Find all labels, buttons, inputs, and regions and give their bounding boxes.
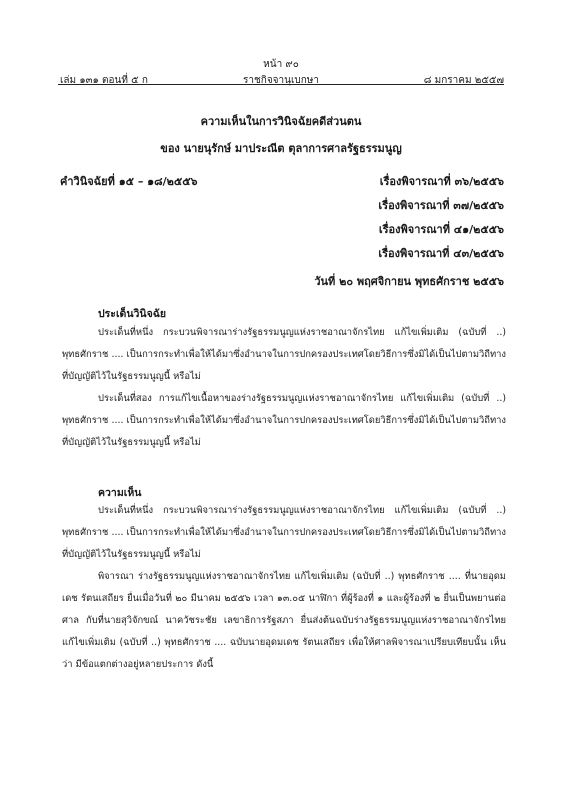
gazette-date: ๘ มกราคม ๒๕๕๗ <box>423 75 504 86</box>
header-rule <box>58 84 504 85</box>
ruling-number: คำวินิจฉัยที่ ๑๕ – ๑๘/๒๕๕๖ <box>60 175 198 188</box>
page-number: หน้า ๙๐ <box>263 59 299 70</box>
issue-number: เรื่องพิจารณาที่ ๓๖/๒๕๕๖ <box>379 175 504 188</box>
issue-paragraph: ประเด็นที่สอง การแก้ไขเนื้อหาของร่างรัฐธรรมนูญแห่งราชอาณาจักรไทย แก้ไขเพิ่มเติม (ฉบับที่ ..) พุทธศักราช .... เป็นการกระทำเพื่อให้ได้มาซึ่งอำนาจในการปกครองประเทศโดยวิธีการซึ่งมิได้เป็นไปตามวิถีทางที่บัญญัติไว้ในรัฐธรรมนูญนี้ หรือไม่ <box>62 393 506 448</box>
opinion-paragraph: พิจารณา ร่างรัฐธรรมนูญแห่งราชอาณาจักรไทย แก้ไขเพิ่มเติม (ฉบับที่ ..) พุทธศักราช .... ที่นายอุดมเดช รัตนเสถียร ยื่นเมื่อวันที่ ๒๐ มีนาคม ๒๕๕๖ เวลา ๑๓.๐๕ นาฬิกา ที่ผู้ร้องที่ ๑ และผู้ร้องที่ ๒ ยื่นเป็นพยานต่อศาล กับที่นายสุวิจักขณ์ นาควัชระชัย เลขาธิการรัฐสภา ยื่นส่งต้นฉบับร่างรัฐธรรมนูญแห่งราชอาณาจักรไทย แก้ไขเพิ่มเติม (ฉบับที่ ..) พุทธศักราช .... ฉบับนายอุดมเดช รัตนเสถียร เพื่อให้ศาลพิจารณาเปรียบเทียบนั้น เห็นว่า มีข้อแตกต่างอยู่หลายประการ ดังนี้ <box>62 571 506 670</box>
section-heading-issues: ประเด็นวินิจฉัย <box>98 308 167 320</box>
gazette-name: ราชกิจจานุเบกษา <box>242 75 320 86</box>
issue-number: เรื่องพิจารณาที่ ๓๗/๒๕๕๖ <box>378 199 504 212</box>
section-heading-opinion: ความเห็น <box>98 487 142 499</box>
issue-number: เรื่องพิจารณาที่ ๔๑/๒๕๕๖ <box>378 223 504 236</box>
ruling-date: วันที่ ๒๐ พฤศจิกายน พุทธศักราช ๒๕๕๖ <box>314 275 504 288</box>
document-title: ความเห็นในการวินิจฉัยคดีส่วนตน <box>200 115 362 128</box>
issue-paragraph: ประเด็นที่หนึ่ง กระบวนพิจารณาร่างรัฐธรรมนูญแห่งราชอาณาจักรไทย แก้ไขเพิ่มเติม (ฉบับที่ ..) พุทธศักราช .... เป็นการกระทำเพื่อให้ได้มาซึ่งอำนาจในการปกครองประเทศโดยวิธีการซึ่งมิได้เป็นไปตามวิถีทางที่บัญญัติไว้ในรัฐธรรมนูญนี้ หรือไม่ <box>62 327 506 382</box>
issue-number: เรื่องพิจารณาที่ ๔๓/๒๕๕๖ <box>378 247 504 260</box>
gazette-volume: เล่ม ๑๓๑ ตอนที่ ๕ ก <box>60 75 148 86</box>
document-subtitle: ของ นายนุรักษ์ มาประณีต ตุลาการศาลรัฐธรรมนูญ <box>160 142 402 155</box>
opinion-paragraph: ประเด็นที่หนึ่ง กระบวนพิจารณาร่างรัฐธรรมนูญแห่งราชอาณาจักรไทย แก้ไขเพิ่มเติม (ฉบับที่ ..) พุทธศักราช .... เป็นการกระทำเพื่อให้ได้มาซึ่งอำนาจในการปกครองประเทศโดยวิธีการซึ่งมิได้เป็นไปตามวิถีทางที่บัญญัติไว้ในรัฐธรรมนูญนี้ หรือไม่ <box>62 505 506 560</box>
